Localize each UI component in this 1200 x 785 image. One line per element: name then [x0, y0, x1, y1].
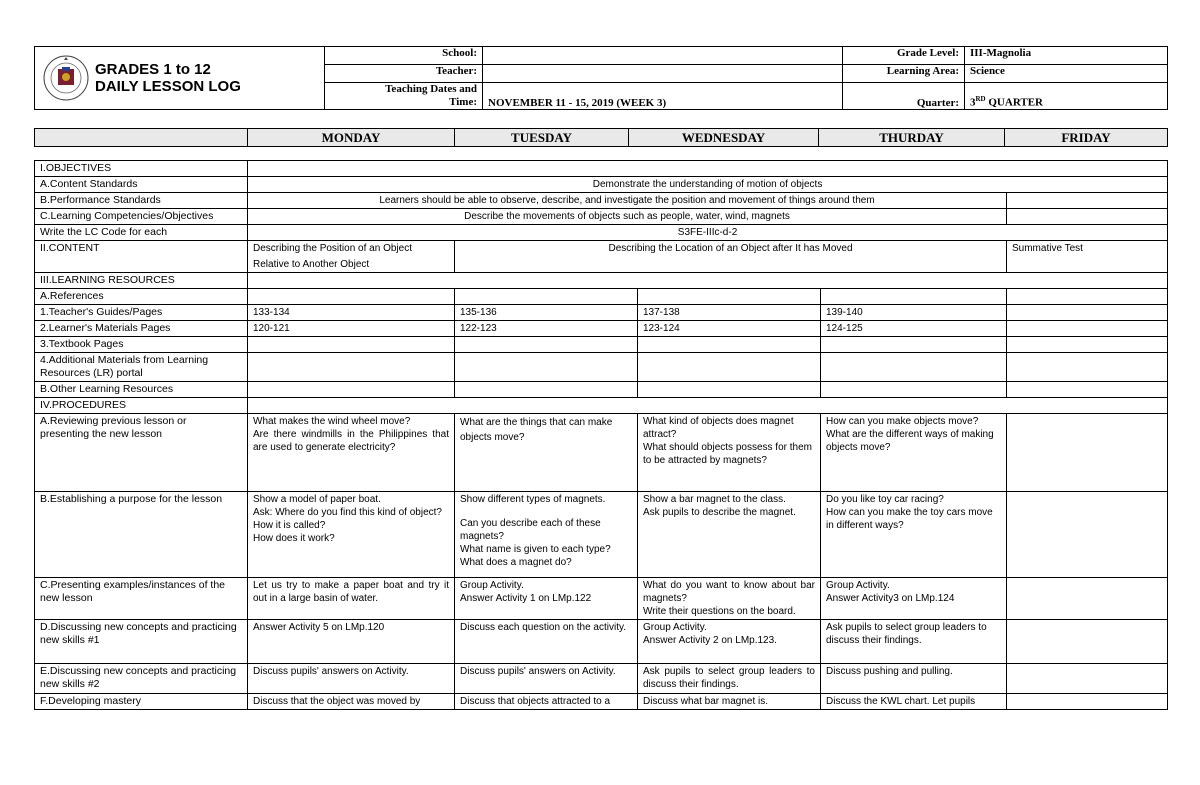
school-label: School:	[325, 47, 483, 65]
presenting-thursday[interactable]	[821, 578, 1007, 620]
competencies-label: C.Learning Competencies/Objectives	[35, 209, 248, 225]
other-thursday[interactable]	[821, 382, 1007, 398]
table-row	[35, 273, 1168, 289]
teaching-dates-label	[325, 83, 483, 110]
discussing1-label-line2: new skills #1	[40, 634, 100, 646]
presenting-thursday-2: Answer Activity3 on LMp.124	[826, 593, 955, 604]
reviewing-wednesday-1: What kind of objects does magnet attract?	[643, 416, 794, 440]
presenting-tuesday-1: Group Activity.	[460, 580, 524, 591]
mastery-label: F.Developing mastery	[35, 694, 248, 710]
additional-friday[interactable]	[1007, 353, 1168, 382]
content-standards-value[interactable]: Demonstrate the understanding of motion of objects	[248, 177, 1168, 193]
competencies-value[interactable]: Describe the movements of objects such as people, water, wind, magnets	[248, 209, 1007, 225]
purpose-thursday[interactable]	[821, 492, 1007, 578]
teachers-guide-label: 1.Teacher's Guides/Pages	[35, 305, 248, 321]
additional-thursday[interactable]	[821, 353, 1007, 382]
table-row	[35, 664, 1168, 694]
other-tuesday[interactable]	[455, 382, 638, 398]
presenting-thursday-1: Group Activity.	[826, 580, 890, 591]
tg-thursday[interactable]: 139-140	[821, 305, 1007, 321]
logo-title-cell	[35, 47, 325, 110]
lm-monday[interactable]: 120-121	[248, 321, 455, 337]
tg-monday[interactable]: 133-134	[248, 305, 455, 321]
purpose-tuesday[interactable]	[455, 492, 638, 578]
reviewing-monday[interactable]	[248, 414, 455, 492]
discussing1-wednesday[interactable]	[638, 620, 821, 664]
discussing1-tuesday[interactable]: Discuss each question on the activity.	[455, 620, 638, 664]
table-row	[35, 321, 1168, 337]
purpose-tuesday-1: Show different types of magnets.	[460, 494, 606, 505]
day-friday: FRIDAY	[1005, 129, 1168, 147]
deped-seal-logo	[43, 55, 89, 101]
reviewing-label-line2: presenting the new lesson	[40, 428, 162, 440]
references-tuesday[interactable]	[455, 289, 638, 305]
purpose-monday[interactable]	[248, 492, 455, 578]
discussing2-label	[35, 664, 248, 694]
additional-materials-line2: Resources (LR) portal	[40, 367, 143, 379]
content-monday-line2: Relative to Another Object	[253, 259, 370, 270]
discussing2-wednesday[interactable]: Ask pupils to select group leaders to discuss their findings.	[638, 664, 821, 694]
discussing2-thursday[interactable]: Discuss pushing and pulling.	[821, 664, 1007, 694]
discussing2-label-line2: new skills #2	[40, 678, 100, 690]
discussing2-monday[interactable]: Discuss pupils' answers on Activity.	[248, 664, 455, 694]
table-row	[35, 161, 1168, 177]
purpose-monday-3: How it is called?	[253, 520, 326, 531]
presenting-tuesday[interactable]	[455, 578, 638, 620]
purpose-wednesday-1: Show a bar magnet to the class.	[643, 494, 786, 505]
textbook-thursday[interactable]	[821, 337, 1007, 353]
objectives-blank	[248, 161, 1168, 177]
quarter-label: Quarter:	[843, 83, 965, 110]
purpose-tuesday-4: What does a magnet do?	[460, 557, 572, 568]
discussing1-friday[interactable]	[1007, 620, 1168, 664]
purpose-monday-2: Ask: Where do you find this kind of object?	[253, 507, 442, 518]
school-field[interactable]	[483, 47, 843, 65]
table-row	[35, 193, 1168, 209]
teacher-label: Teacher:	[325, 65, 483, 83]
purpose-wednesday-2: Ask pupils to describe the magnet.	[643, 507, 796, 518]
mastery-wednesday[interactable]: Discuss what bar magnet is.	[638, 694, 821, 710]
references-friday[interactable]	[1007, 289, 1168, 305]
learners-materials-label: 2.Learner's Materials Pages	[35, 321, 248, 337]
header-table	[34, 46, 1168, 110]
reviewing-monday-1: What makes the wind wheel move?	[253, 416, 411, 427]
lc-code-label: Write the LC Code for each	[35, 225, 248, 241]
resources-heading: III.LEARNING RESOURCES	[35, 273, 248, 289]
presenting-wednesday-2: Write their questions on the board.	[643, 606, 796, 617]
table-row	[35, 289, 1168, 305]
learning-area-label: Learning Area:	[843, 65, 965, 83]
form-title-line1: GRADES 1 to 12	[95, 61, 211, 78]
purpose-wednesday[interactable]	[638, 492, 821, 578]
discussing1-wednesday-2: Answer Activity 2 on LMp.123.	[643, 635, 777, 646]
content-monday[interactable]	[248, 241, 455, 273]
presenting-friday[interactable]	[1007, 578, 1168, 620]
presenting-label-line1: C.Presenting examples/instances of the	[40, 579, 226, 591]
content-label: II.CONTENT	[35, 241, 248, 273]
table-row	[35, 353, 1168, 382]
additional-materials-line1: 4.Additional Materials from Learning	[40, 354, 209, 366]
day-thursday: THURDAY	[819, 129, 1005, 147]
table-row	[35, 414, 1168, 492]
discussing1-monday[interactable]: Answer Activity 5 on LMp.120	[248, 620, 455, 664]
purpose-monday-1: Show a model of paper boat.	[253, 494, 381, 505]
additional-tuesday[interactable]	[455, 353, 638, 382]
tg-wednesday[interactable]: 137-138	[638, 305, 821, 321]
objectives-heading: I.OBJECTIVES	[35, 161, 248, 177]
quarter-number: 3	[970, 97, 976, 109]
competencies-friday[interactable]	[1007, 209, 1168, 225]
reviewing-label-line1: A.Reviewing previous lesson or	[40, 415, 187, 427]
references-label: A.References	[35, 289, 248, 305]
presenting-tuesday-2: Answer Activity 1 on LMp.122	[460, 593, 592, 604]
discussing2-friday[interactable]	[1007, 664, 1168, 694]
mastery-friday[interactable]	[1007, 694, 1168, 710]
textbook-tuesday[interactable]	[455, 337, 638, 353]
textbook-friday[interactable]	[1007, 337, 1168, 353]
quarter-word: QUARTER	[985, 97, 1043, 109]
teaching-dates-field[interactable]: NOVEMBER 11 - 15, 2019 (WEEK 3)	[483, 83, 843, 110]
discussing1-wednesday-1: Group Activity.	[643, 622, 707, 633]
purpose-monday-4: How does it work?	[253, 533, 335, 544]
content-standards-label: A.Content Standards	[35, 177, 248, 193]
lc-code-value[interactable]: S3FE-IIIc-d-2	[248, 225, 1168, 241]
performance-standards-friday[interactable]	[1007, 193, 1168, 209]
textbook-monday[interactable]	[248, 337, 455, 353]
table-row	[35, 241, 1168, 273]
day-tuesday: TUESDAY	[455, 129, 629, 147]
textbook-label: 3.Textbook Pages	[35, 337, 248, 353]
form-title-line2: DAILY LESSON LOG	[95, 78, 241, 95]
reviewing-label	[35, 414, 248, 492]
performance-standards-value[interactable]: Learners should be able to observe, describe, and investigate the position and movement of things around them	[248, 193, 1007, 209]
lm-tuesday[interactable]: 122-123	[455, 321, 638, 337]
teaching-dates-label-line1: Teaching Dates and	[385, 83, 477, 95]
mastery-monday[interactable]: Discuss that the object was moved by	[248, 694, 455, 710]
textbook-wednesday[interactable]	[638, 337, 821, 353]
weekday-header-blank	[35, 129, 248, 147]
grade-level-field[interactable]: III-Magnolia	[965, 47, 1168, 65]
reviewing-monday-2: Are there windmills in the Philippines that are used to generate electricity?	[253, 429, 449, 453]
table-row	[35, 225, 1168, 241]
table-row	[35, 337, 1168, 353]
additional-materials-label	[35, 353, 248, 382]
teacher-field[interactable]	[483, 65, 843, 83]
other-wednesday[interactable]	[638, 382, 821, 398]
purpose-thursday-2: How can you make the toy cars move in different ways?	[826, 507, 993, 531]
quarter-superscript: RD	[975, 95, 986, 104]
presenting-monday[interactable]: Let us try to make a paper boat and try it out in a large basin of water.	[248, 578, 455, 620]
lm-wednesday[interactable]: 123-124	[638, 321, 821, 337]
performance-standards-label: B.Performance Standards	[35, 193, 248, 209]
additional-monday[interactable]	[248, 353, 455, 382]
other-resources-label: B.Other Learning Resources	[35, 382, 248, 398]
presenting-wednesday-1: What do you want to know about bar magnets?	[643, 580, 815, 604]
references-monday[interactable]	[248, 289, 455, 305]
reviewing-thursday-2: What are the different ways of making objects move?	[826, 429, 994, 453]
quarter-field[interactable]	[965, 83, 1168, 110]
additional-wednesday[interactable]	[638, 353, 821, 382]
table-row	[35, 398, 1168, 414]
mastery-thursday[interactable]: Discuss the KWL chart. Let pupils	[821, 694, 1007, 710]
purpose-thursday-1: Do you like toy car racing?	[826, 494, 944, 505]
presenting-wednesday[interactable]	[638, 578, 821, 620]
resources-blank	[248, 273, 1168, 289]
discussing1-thursday[interactable]: Ask pupils to select group leaders to discuss their findings.	[821, 620, 1007, 664]
tg-tuesday[interactable]: 135-136	[455, 305, 638, 321]
purpose-friday[interactable]	[1007, 492, 1168, 578]
table-row	[35, 382, 1168, 398]
references-wednesday[interactable]	[638, 289, 821, 305]
lesson-log-table	[34, 160, 1168, 710]
other-monday[interactable]	[248, 382, 455, 398]
discussing1-label-line1: D.Discussing new concepts and practicing	[40, 621, 237, 633]
presenting-label	[35, 578, 248, 620]
table-row	[35, 305, 1168, 321]
procedures-blank	[248, 398, 1168, 414]
discussing1-label	[35, 620, 248, 664]
mastery-tuesday[interactable]: Discuss that objects attracted to a	[455, 694, 638, 710]
discussing2-tuesday[interactable]: Discuss pupils' answers on Activity.	[455, 664, 638, 694]
teaching-dates-label-line2: Time:	[449, 96, 477, 108]
table-row	[35, 620, 1168, 664]
discussing2-label-line1: E.Discussing new concepts and practicing	[40, 665, 237, 677]
day-wednesday: WEDNESDAY	[629, 129, 819, 147]
content-monday-line1: Describing the Position of an Object	[253, 243, 412, 254]
table-row	[35, 694, 1168, 710]
reviewing-wednesday-2: What should objects possess for them to be attracted by magnets?	[643, 442, 812, 466]
presenting-label-line2: new lesson	[40, 592, 93, 604]
lm-thursday[interactable]: 124-125	[821, 321, 1007, 337]
table-row	[35, 177, 1168, 193]
reviewing-wednesday[interactable]	[638, 414, 821, 492]
references-thursday[interactable]	[821, 289, 1007, 305]
grade-level-label: Grade Level:	[843, 47, 965, 65]
lm-friday[interactable]	[1007, 321, 1168, 337]
reviewing-tuesday[interactable]	[455, 414, 638, 492]
reviewing-thursday[interactable]	[821, 414, 1007, 492]
purpose-tuesday-2: Can you describe each of these magnets?	[460, 518, 601, 542]
reviewing-thursday-1: How can you make objects move?	[826, 416, 979, 427]
weekday-header-table	[34, 128, 1168, 147]
purpose-label: B.Establishing a purpose for the lesson	[35, 492, 248, 578]
reviewing-friday[interactable]	[1007, 414, 1168, 492]
content-friday[interactable]: Summative Test	[1007, 241, 1168, 273]
day-monday: MONDAY	[248, 129, 455, 147]
procedures-heading: IV.PROCEDURES	[35, 398, 248, 414]
other-friday[interactable]	[1007, 382, 1168, 398]
table-row	[35, 492, 1168, 578]
table-row	[35, 578, 1168, 620]
learning-area-field[interactable]: Science	[965, 65, 1168, 83]
tg-friday[interactable]	[1007, 305, 1168, 321]
purpose-tuesday-3: What name is given to each type?	[460, 544, 611, 555]
content-tue-thu[interactable]: Describing the Location of an Object after It has Moved	[455, 241, 1007, 273]
reviewing-tuesday-1: What are the things that can make objects move?	[460, 417, 613, 443]
table-row	[35, 209, 1168, 225]
